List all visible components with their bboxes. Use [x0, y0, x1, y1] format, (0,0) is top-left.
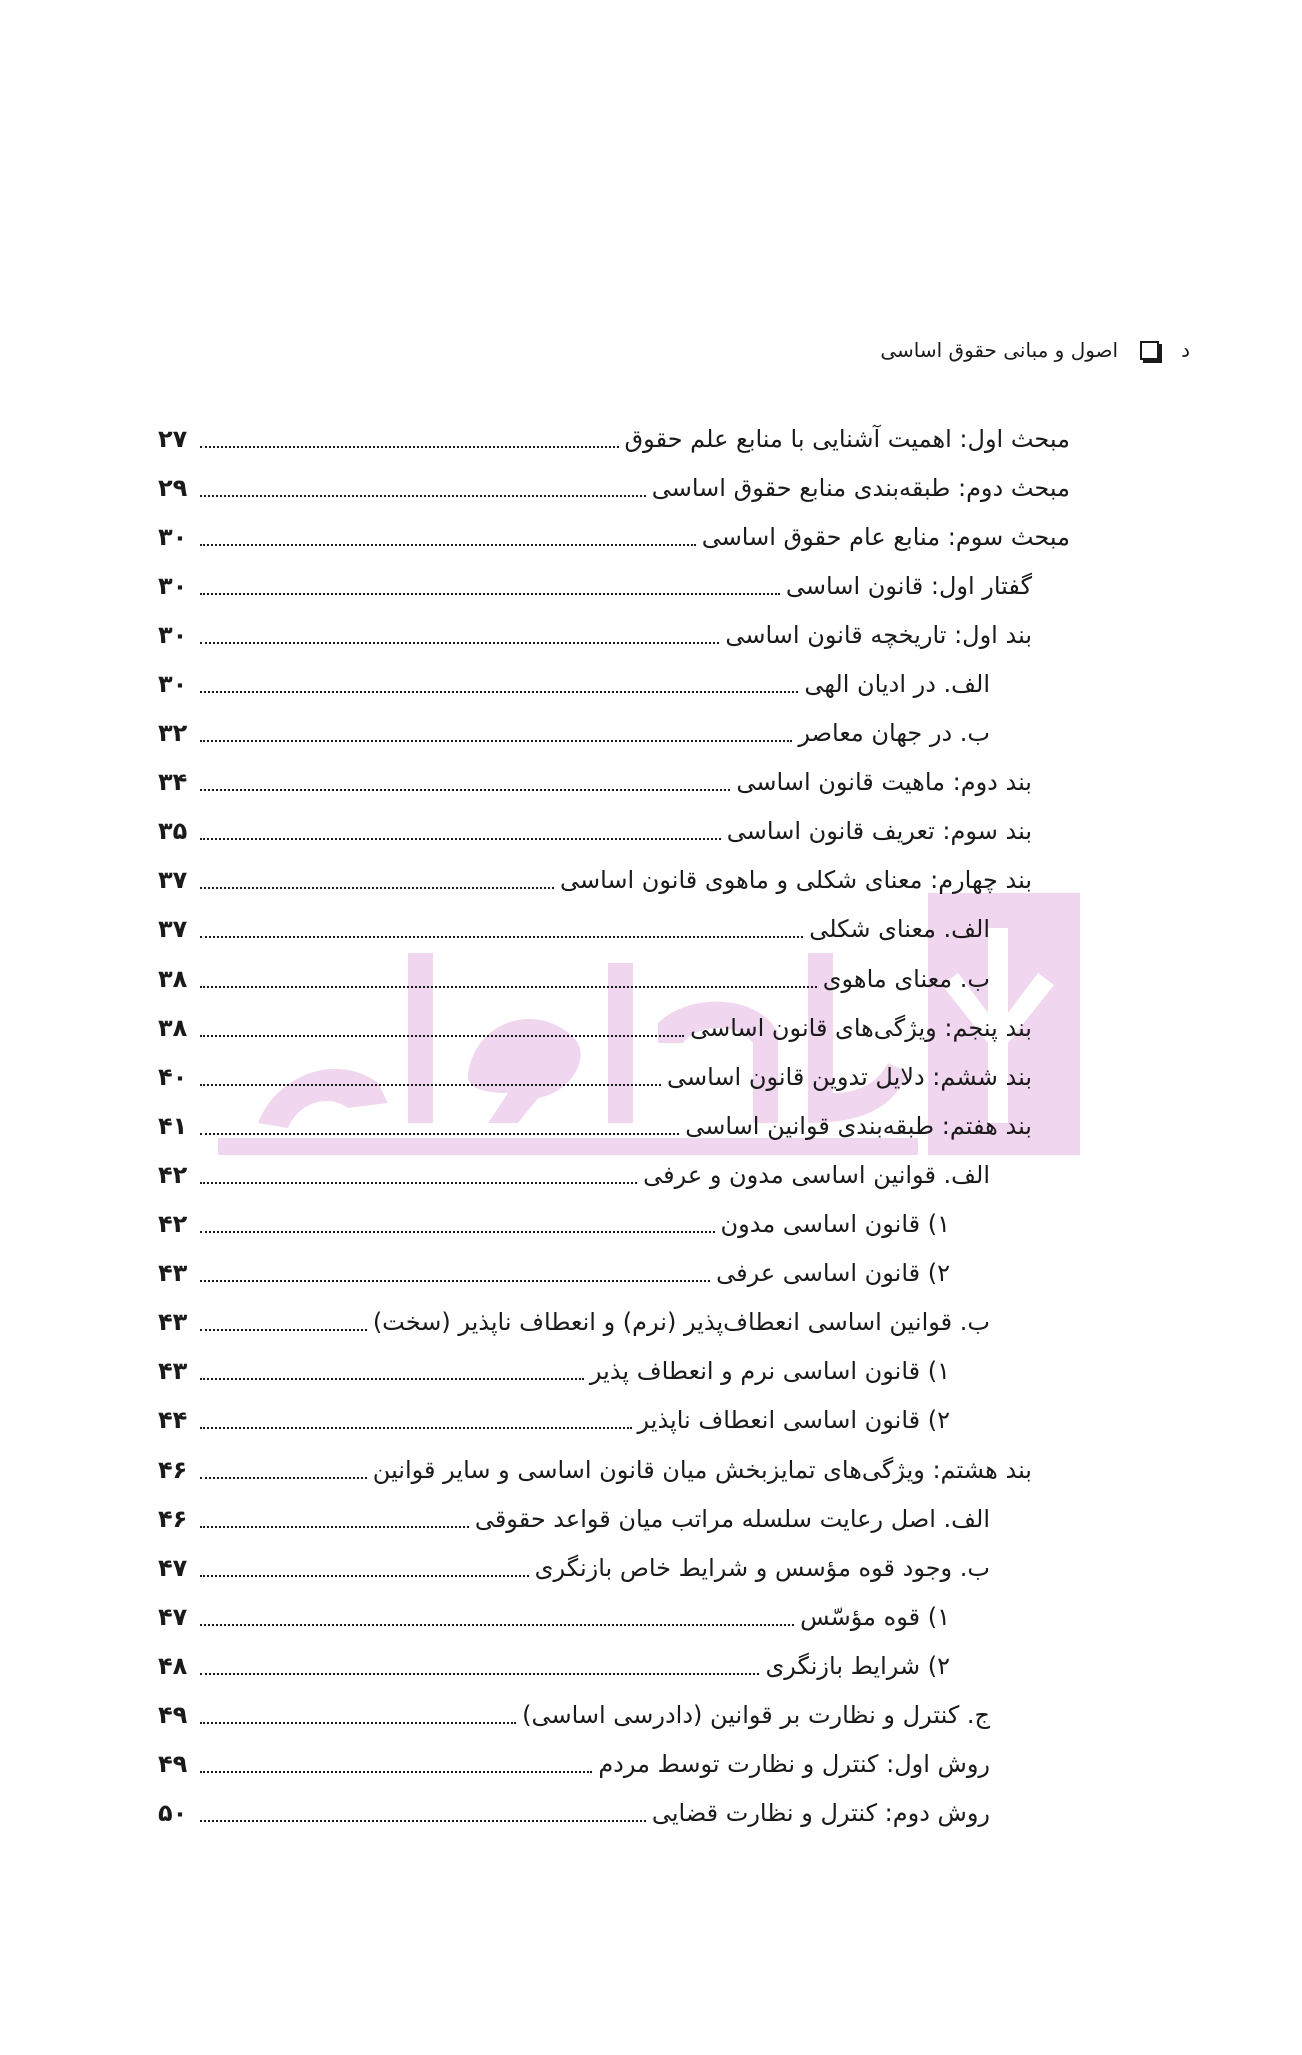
toc-entry-title: بند هشتم: ویژگی‌های تمایزبخش میان قانون اساسی و سایر قوانین: [372, 1455, 1032, 1484]
toc-entry-page-number: ۳۴: [158, 768, 188, 797]
toc-entry: [158, 1249, 1070, 1298]
toc-entry-title: ۱) قانون اساسی مدون: [720, 1210, 950, 1239]
toc-entry: [158, 1543, 1070, 1592]
toc-entry-page-number: ۴۷: [158, 1602, 188, 1631]
toc-entry-title: مبحث اول: اهمیت آشنایی با منابع علم حقوق: [624, 424, 1070, 453]
square-box-icon: [1140, 341, 1159, 360]
toc-entry: [158, 1003, 1070, 1052]
toc-entry: [158, 1200, 1070, 1249]
dot-leader: [200, 691, 798, 693]
toc-entry-title: ب. در جهان معاصر: [798, 719, 990, 748]
dot-leader: [200, 1231, 715, 1233]
dot-leader: [200, 1182, 637, 1184]
toc-entry: [158, 1101, 1070, 1150]
toc-entry: [158, 905, 1070, 954]
toc-entry-title: بند دوم: ماهیت قانون اساسی: [736, 768, 1032, 797]
toc-entry: [158, 1494, 1070, 1543]
dot-leader: [200, 642, 719, 644]
toc-entry-title: ۱) قانون اساسی نرم و انعطاف پذیر: [589, 1357, 950, 1386]
toc-entry-page-number: ۳۷: [158, 915, 188, 944]
toc-entry-page-number: ۴۶: [158, 1504, 188, 1533]
toc-entry-page-number: ۴۶: [158, 1455, 188, 1484]
dot-leader: [200, 1477, 367, 1479]
toc-entry-title: ب. قوانین اساسی انعطاف‌پذیر (نرم) و انعطاف ناپذیر (سخت): [372, 1308, 990, 1337]
dot-leader: [200, 1084, 661, 1086]
toc-entry-title: ب. معنای ماهوی: [822, 964, 990, 993]
toc-entry-page-number: ۴۲: [158, 1160, 188, 1189]
dot-leader: [200, 1378, 584, 1380]
toc-entry-page-number: ۴۳: [158, 1308, 188, 1337]
toc-entry: [158, 561, 1070, 610]
toc-entry: [158, 709, 1070, 758]
toc-entry: [158, 1150, 1070, 1199]
toc-entry: [158, 807, 1070, 856]
toc-entry: [158, 1641, 1070, 1690]
dot-leader: [200, 740, 792, 742]
toc-entry-title: مبحث دوم: طبقه‌بندی منابع حقوق اساسی: [651, 473, 1070, 502]
toc-entry-title: بند هفتم: طبقه‌بندی قوانین اساسی: [685, 1111, 1032, 1140]
dot-leader: [200, 887, 554, 889]
toc-entry-page-number: ۳۷: [158, 866, 188, 895]
dot-leader: [200, 936, 803, 938]
dot-leader: [200, 1427, 632, 1429]
toc-entry: [158, 1740, 1070, 1789]
dot-leader: [200, 1133, 679, 1135]
toc-entry-page-number: ۴۴: [158, 1406, 188, 1435]
dot-leader: [200, 1280, 710, 1282]
toc-entry-page-number: ۴۱: [158, 1111, 188, 1140]
toc-entry: [158, 414, 1070, 463]
toc-entry-page-number: ۳۰: [158, 620, 188, 649]
toc-entry-page-number: ۴۸: [158, 1651, 188, 1680]
toc-entry: [158, 1347, 1070, 1396]
toc-entry-title: ۲) قانون اساسی انعطاف ناپذیر: [637, 1406, 950, 1435]
dot-leader: [200, 1771, 592, 1773]
toc-entry-title: بند سوم: تعریف قانون اساسی: [726, 817, 1032, 846]
toc-entry-page-number: ۴۷: [158, 1553, 188, 1582]
dot-leader: [200, 446, 619, 448]
dot-leader: [200, 1575, 529, 1577]
toc-entry: [158, 659, 1070, 708]
dot-leader: [200, 1722, 516, 1724]
toc-entry-page-number: ۳۲: [158, 719, 188, 748]
toc-entry: [158, 1298, 1070, 1347]
toc-entry-title: ج. کنترل و نظارت بر قوانین (دادرسی اساسی): [522, 1700, 990, 1729]
toc-entry: [158, 1445, 1070, 1494]
toc-entry-page-number: ۳۰: [158, 571, 188, 600]
toc-entry-title: بند چهارم: معنای شکلی و ماهوی قانون اساسی: [559, 866, 1032, 895]
toc-entry-title: الف. معنای شکلی: [809, 915, 990, 944]
toc-entry-title: روش دوم: کنترل و نظارت قضایی: [651, 1799, 990, 1828]
toc-entry-title: ۱) قوه مؤسّس: [800, 1602, 950, 1631]
toc-entry: [158, 512, 1070, 561]
toc-entry-page-number: ۳۸: [158, 1013, 188, 1042]
toc-entry-page-number: ۴۲: [158, 1210, 188, 1239]
toc-entry: [158, 954, 1070, 1003]
book-title: اصول و مبانی حقوق اساسی: [880, 338, 1119, 362]
dot-leader: [200, 1673, 759, 1675]
toc-entry: [158, 1789, 1070, 1838]
dot-leader: [200, 1820, 646, 1822]
toc-entry-page-number: ۴۳: [158, 1259, 188, 1288]
toc-entry-title: ۲) شرایط بازنگری: [765, 1651, 950, 1680]
toc-entry-page-number: ۲۹: [158, 473, 188, 502]
toc-entry: [158, 758, 1070, 807]
toc-entry: [158, 1396, 1070, 1445]
page-letter: د: [1181, 338, 1190, 362]
toc-entry-title: الف. در ادیان الهی: [804, 670, 990, 699]
dot-leader: [200, 789, 730, 791]
toc-entry: [158, 856, 1070, 905]
toc-entry-page-number: ۳۵: [158, 817, 188, 846]
dot-leader: [200, 1624, 794, 1626]
toc-entry-title: بند اول: تاریخچه قانون اساسی: [725, 620, 1032, 649]
dot-leader: [200, 986, 817, 988]
toc-entry: [158, 1592, 1070, 1641]
dot-leader: [200, 1035, 684, 1037]
toc-entry-page-number: ۳۰: [158, 522, 188, 551]
toc-entry-title: الف. اصل رعایت سلسله مراتب میان قواعد حقوقی: [474, 1504, 990, 1533]
toc-entry-page-number: ۳۸: [158, 964, 188, 993]
toc-entry-page-number: ۲۷: [158, 424, 188, 453]
toc-entry-title: روش اول: کنترل و نظارت توسط مردم: [598, 1750, 990, 1779]
toc-entry: [158, 463, 1070, 512]
running-header: [860, 330, 1190, 370]
dot-leader: [200, 1329, 367, 1331]
toc-entry-page-number: ۴۳: [158, 1357, 188, 1386]
dot-leader: [200, 1526, 469, 1528]
toc-entry-title: مبحث سوم: منابع عام حقوق اساسی: [701, 522, 1070, 551]
toc-entry: [158, 610, 1070, 659]
dot-leader: [200, 495, 646, 497]
toc-entry: [158, 1052, 1070, 1101]
table-of-contents: [158, 414, 1070, 1838]
toc-entry: [158, 1690, 1070, 1739]
toc-entry-title: الف. قوانین اساسی مدون و عرفی: [643, 1160, 990, 1189]
toc-entry-page-number: ۴۰: [158, 1062, 188, 1091]
toc-entry-page-number: ۴۹: [158, 1700, 188, 1729]
dot-leader: [200, 838, 721, 840]
toc-entry-title: ۲) قانون اساسی عرفی: [716, 1259, 950, 1288]
toc-entry-page-number: ۵۰: [158, 1799, 188, 1828]
toc-entry-title: بند ششم: دلایل تدوین قانون اساسی: [667, 1062, 1032, 1091]
toc-entry-title: بند پنجم: ویژگی‌های قانون اساسی: [690, 1013, 1032, 1042]
dot-leader: [200, 544, 696, 546]
toc-entry-title: ب. وجود قوه مؤسس و شرایط خاص بازنگری: [534, 1553, 990, 1582]
toc-entry-title: گفتار اول: قانون اساسی: [785, 571, 1032, 600]
dot-leader: [200, 593, 780, 595]
toc-entry-page-number: ۴۹: [158, 1750, 188, 1779]
toc-entry-page-number: ۳۰: [158, 670, 188, 699]
